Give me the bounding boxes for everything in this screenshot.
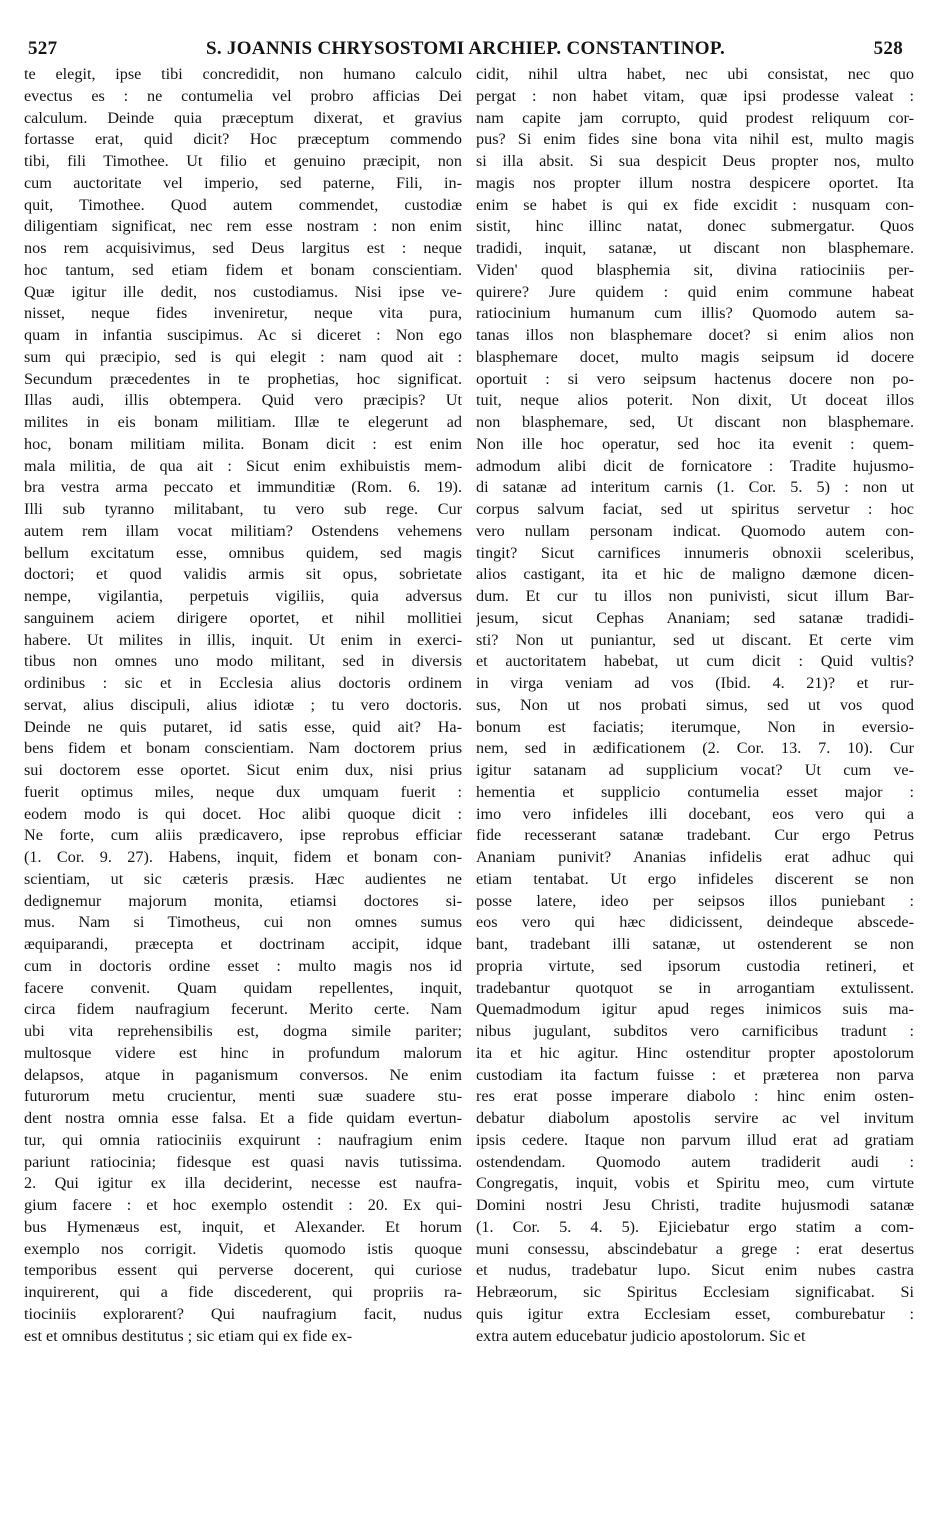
text-line: admodum alibi dicit de fornicatore : Tradite hujusmo- <box>476 456 914 475</box>
text-line: tiociniis explorarent? Qui naufragium facit, nudus <box>24 1304 462 1323</box>
page-number-right: 528 <box>873 38 903 59</box>
text-line: te elegit, ipse tibi concredidit, non humano calculo <box>24 65 462 83</box>
text-line: Hebræorum, sic Spiritus Ecclesiam significabat. Si <box>476 1283 914 1301</box>
text-line: exemplo nos corrigit. Videtis quomodo istis quoque <box>24 1239 462 1258</box>
text-line: igitur satanam ad supplicium vocat? Ut cum ve- <box>476 761 914 779</box>
text-line: bus Hymenæus est, inquit, et Alexander. Et horum <box>24 1217 462 1236</box>
text-line: tradebantur quotquot se in arrogantiam extulissent. <box>476 978 914 997</box>
text-line: quirere? Jure quidem : quid enim commune habeat <box>476 282 914 301</box>
text-line: fuerit optimus miles, neque dux umquam fuerit : <box>24 782 462 801</box>
text-line: tanas illos non blasphemare docet? si enim alios non <box>476 326 914 344</box>
text-line: Ne forte, cum aliis prædicavero, ipse reprobus efficiar <box>24 826 462 845</box>
text-line: Domini nostri Jesu Christi, tradite hujusmodi satanæ <box>476 1196 914 1214</box>
text-line: jesum, sicut Cephas Ananiam; sed satanæ tradidi- <box>476 608 914 627</box>
text-line: doctori; et quod validis armis sit opus, sobrietate <box>24 565 462 584</box>
text-line: sti? Non ut puniantur, sed ut discant. Et certe vim <box>476 630 914 649</box>
text-line: Illas audi, illis obtempera. Quid vero præcipis? Ut <box>24 391 462 410</box>
text-line: (1. Cor. 9. 27). Habens, inquit, fidem et bonam con- <box>24 848 462 866</box>
text-line: sanguinem aciem dirigere oportet, et nihil mollitiei <box>24 608 462 627</box>
text-line: ubi vita reprehensibilis est, dogma simile pariter; <box>24 1022 462 1040</box>
text-line: di satanæ ad interitum carnis (1. Cor. 5. 5) : non ut <box>476 478 914 497</box>
text-line: hoc tantum, sed etiam fidem et bonam conscientiam. <box>24 260 462 279</box>
text-line: si illa absit. Si sua despicit Deus propter nos, multo <box>476 152 914 170</box>
right-text-column <box>476 64 914 1534</box>
text-line: fide recesserant satanæ tradebant. Cur ergo Petrus <box>476 826 914 845</box>
text-line: vero nullam personam indicat. Quomodo autem con- <box>476 521 914 540</box>
text-line: mus. Nam si Timotheus, cui non omnes sumus <box>24 913 462 932</box>
text-line: tibi, fili Timothee. Ut filio et genuino præcipit, non <box>24 152 462 170</box>
left-text-column <box>24 64 462 1534</box>
text-line: delapsos, atque in paganismum conversos. Ne enim <box>24 1065 462 1084</box>
text-line: sui doctorem esse oportet. Sicut enim dux, nisi prius <box>24 761 462 779</box>
text-line: blasphemare docet, multo magis seipsum id docere <box>476 347 914 366</box>
text-line: habere. Ut milites in illis, inquit. Ut enim in exerci- <box>24 630 462 649</box>
text-line: imo vero infideles illi docebant, eos vero qui a <box>476 804 914 823</box>
text-line: eos vero qui hæc didicissent, deindeque abscede- <box>476 913 914 932</box>
text-line: oportuit : si vero seipsum hactenus docere non po- <box>476 369 914 388</box>
text-line: ita et hic agitur. Hinc ostenditur propter apostolorum <box>476 1043 914 1062</box>
text-line: dum. Et cur tu illos non punivisti, sicut illum Bar- <box>476 587 914 605</box>
text-line: ordinibus : sic et in Ecclesia alius doctoris ordinem <box>24 674 462 692</box>
text-line: Non ille hoc operatur, sed hoc ita evenit : quem- <box>476 434 914 453</box>
text-line: nos rem acquisivimus, sed Deus largitus est : neque <box>24 239 462 257</box>
text-line: etiam tentabat. Ut ergo infideles discerent se non <box>476 869 914 888</box>
text-line: circa fidem naufragium fecerunt. Merito certe. Nam <box>24 1000 462 1019</box>
text-line: tibus non omnes uno modo militant, sed in diversis <box>24 652 462 671</box>
text-line: tur, qui omnia ratiociniis exquirunt : naufragium enim <box>24 1130 462 1149</box>
text-line: est et omnibus destitutus ; sic etiam qui ex fide ex- <box>24 1326 353 1345</box>
text-line: quit, Timothee. Quod autem commendet, custodiæ <box>24 195 462 214</box>
text-line: Viden' quod blasphemia sit, divina ratiociniis per- <box>476 260 914 279</box>
text-line: hoc, bonam militiam milita. Bonam dicit : est enim <box>24 434 462 453</box>
text-line: Quemadmodum igitur apud reges inimicos suis ma- <box>476 1000 914 1019</box>
text-line: sistit, hinc illinc natat, donec submergatur. Quos <box>476 217 914 236</box>
text-line: quis igitur extra Ecclesiam esset, comburebatur : <box>476 1304 914 1323</box>
text-line: sus, Non ut nos probati simus, sed ut vos quod <box>476 695 914 714</box>
text-line: Deinde ne quis putaret, id satis esse, quid ait? Ha- <box>24 717 462 736</box>
text-line: hementia et supplicio contumelia esset major : <box>476 782 914 801</box>
text-line: bant, tradebant illi satanæ, ut ostenderent se non <box>476 935 914 953</box>
text-line: Ananiam punivit? Ananias infidelis erat adhuc qui <box>476 848 914 866</box>
text-line: bra vestra arma peccato et immunditiæ (Rom. 6. 19). <box>24 478 462 497</box>
text-line: posse latere, ideo per seipsos illos puniebant : <box>476 891 914 910</box>
text-line: et nudus, tradebatur lupo. Sicut enim nubes castra <box>476 1261 914 1280</box>
text-line: milites in eis bonam militiam. Illæ te elegerunt ad <box>24 413 462 431</box>
text-line: inquirerent, qui a fide discederent, qui propriis ra- <box>24 1283 462 1301</box>
text-line: nempe, vigilantia, perpetuis vigiliis, quia adversus <box>24 587 462 605</box>
text-line: Congregatis, inquit, vobis et Spiritu meo, cum virtute <box>476 1174 914 1193</box>
text-line: sum qui præcipio, sed is qui elegit : nam quod ait : <box>24 347 462 366</box>
text-line: fortasse erat, quid dicit? Hoc præceptum commendo <box>24 130 462 149</box>
text-line: ratiocinium humanum cum illis? Quomodo autem sa- <box>476 304 914 323</box>
text-line: corpus salvum faciat, sed ut spiritus servetur : hoc <box>476 500 914 518</box>
text-line: enim se habet is qui ex fide excidit : nusquam con- <box>476 195 914 214</box>
text-line: bellum excitatum esse, omnibus quidem, sed magis <box>24 543 462 562</box>
text-line: bens fidem et bonam conscientiam. Nam doctorem prius <box>24 739 462 758</box>
text-line: nisset, neque fides inveniretur, neque vita pura, <box>24 304 462 323</box>
text-line: in virga veniam ad vos (Ibid. 4. 21)? et rur- <box>476 674 914 692</box>
text-line: dent nostra omnia esse falsa. Et a fide quidam evertun- <box>24 1109 462 1127</box>
text-line: pus? Si enim fides sine bona vita nihil est, multo magis <box>476 130 914 149</box>
text-line: temporibus essent qui perverse docerent, qui curiose <box>24 1261 462 1280</box>
text-line: evectus es : ne contumelia vel probro afficias Dei <box>24 86 462 105</box>
text-line: ostendendam. Quomodo autem tradiderit audi : <box>476 1152 914 1171</box>
text-line: bonum est faciatis; iterumque, Non in eversio- <box>476 717 914 736</box>
text-line: cidit, nihil ultra habet, nec ubi consistat, nec quo <box>476 65 914 83</box>
text-line: pergat : non habet vitam, quæ ipsi prodesse valeat : <box>476 86 914 105</box>
text-line: pariunt ratiocinia; fidesque est quasi navis tutissima. <box>24 1152 462 1171</box>
text-line: eodem modo is qui docet. Hoc alibi quoque dicit : <box>24 804 462 823</box>
text-line: magis nos propter illum nostra despicere oportet. Ita <box>476 173 914 192</box>
text-line: muni consessu, abscindebatur a grege : erat desertus <box>476 1239 914 1258</box>
text-line: tuit, neque alios poterit. Non dixit, Ut doceat illos <box>476 391 914 410</box>
text-line: Secundum præcedentes in te prophetias, hoc significat. <box>24 369 462 388</box>
text-line: facere convenit. Quam quidam repellentes, inquit, <box>24 978 462 997</box>
text-line: mala militia, de qua ait : Sicut enim exhibuistis mem- <box>24 456 462 475</box>
text-line: servat, alius discipuli, alius idiotæ ; tu vero doctoris. <box>24 695 462 714</box>
text-line: res erat posse imperare diabolo : hinc enim osten- <box>476 1087 914 1106</box>
text-line: 2. Qui igitur ex illa deciderint, necesse est naufra- <box>24 1174 462 1193</box>
text-line: nam capite jam corrupto, quid prodest reliquum cor- <box>476 108 914 127</box>
text-line: propria virtute, sed ipsorum custodia retineri, et <box>476 956 914 975</box>
text-line: cum in doctoris ordine esset : multo magis nos id <box>24 956 462 975</box>
text-line: futurorum metu crucientur, menti suæ suadere stu- <box>24 1087 462 1106</box>
text-line: calculum. Deinde quia præceptum dixerat, et gravius <box>24 108 462 127</box>
text-line: ipsis cedere. Itaque non parvum illud erat ad gratiam <box>476 1130 914 1149</box>
text-line: nem, sed in ædificationem (2. Cor. 13. 7. 10). Cur <box>476 739 914 758</box>
text-line: debatur diabolum apostolis servire ac vel invitum <box>476 1109 914 1127</box>
text-line: multosque videre est hinc in profundum malorum <box>24 1043 462 1062</box>
text-line: tingit? Sicut carnifices innumeris obnoxii sceleribus, <box>476 543 914 562</box>
text-line: Quæ igitur ille dedit, nos custodiamus. Nisi ipse ve- <box>24 282 462 301</box>
text-line: gium facere : et hoc exemplo ostendit : 20. Ex qui- <box>24 1196 462 1214</box>
text-line: alios castigant, ita et hic de maligno dæmone dicen- <box>476 565 914 584</box>
text-line: diligentiam significat, nec rem esse nostram : non enim <box>24 217 462 236</box>
text-line: dedignemur majorum monita, etiamsi doctores si- <box>24 891 462 910</box>
text-line: (1. Cor. 5. 4. 5). Ejiciebatur ergo statim a com- <box>476 1217 914 1236</box>
text-line: scientiam, ut sic cæteris præsis. Hæc audientes ne <box>24 869 462 888</box>
text-line: custodiam ita factum fuisse : et præterea non parva <box>476 1065 914 1084</box>
text-line: extra autem educebatur judicio apostolorum. Sic et <box>476 1326 806 1345</box>
text-line: quam in infantia suscipimus. Ac si diceret : Non ego <box>24 326 462 344</box>
text-line: et auctoritatem habebat, ut cum dicit : Quid vultis? <box>476 652 914 671</box>
text-line: nibus jugulant, subditos vero carnificibus tradunt : <box>476 1022 914 1040</box>
running-title: S. JOANNIS CHRYSOSTOMI ARCHIEP. CONSTANTINOP. <box>205 38 726 59</box>
page-number-left: 527 <box>28 38 58 59</box>
text-line: tradidi, inquit, satanæ, ut discant non blasphemare. <box>476 239 914 257</box>
text-line: autem rem illam vocat militiam? Ostendens vehemens <box>24 521 462 540</box>
text-line: æquiparandi, præcepta et doctrinam accipit, idque <box>24 935 462 953</box>
text-line: non blasphemare, sed, Ut discant non blasphemare. <box>476 413 914 431</box>
text-line: cum auctoritate vel imperio, sed paterne, Fili, in- <box>24 173 462 192</box>
text-line: Illi sub tyranno militabant, tu vero sub rege. Cur <box>24 500 462 518</box>
